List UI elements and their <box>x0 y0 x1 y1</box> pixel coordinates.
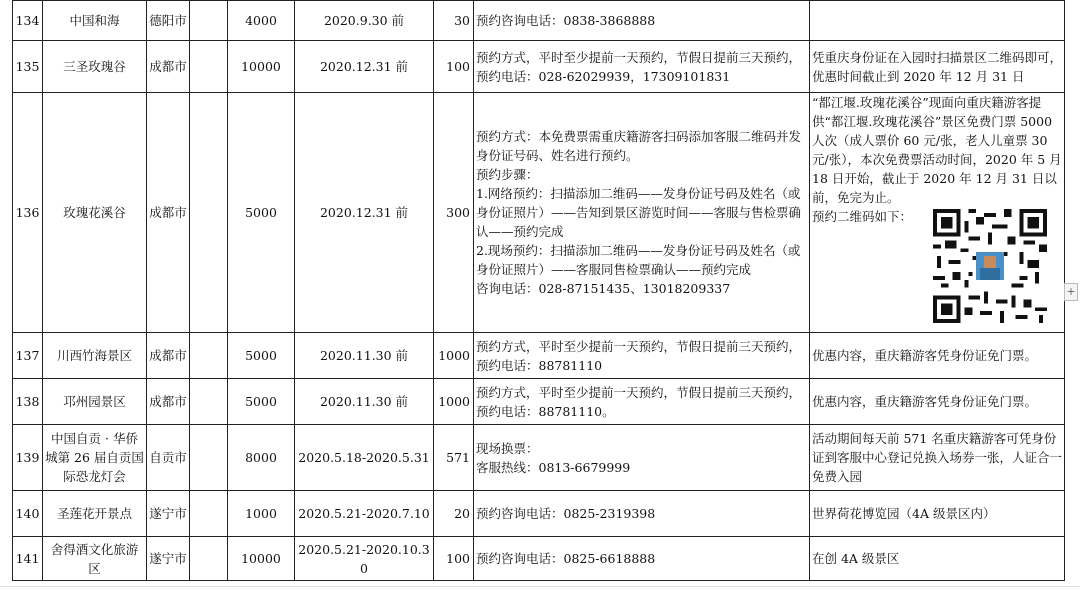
reservation-info: 预约咨询电话：0825-6618888 <box>474 537 810 581</box>
notes: 凭重庆身份证在入园时扫描景区二维码即可，优惠时间截止到 2020 年 12 月 31 日 <box>810 41 1065 93</box>
city: 成都市 <box>147 333 190 379</box>
daily-limit: 100 <box>434 41 474 93</box>
daily-limit: 1000 <box>434 333 474 379</box>
daily-limit: 100 <box>434 537 474 581</box>
valid-period: 2020.12.31 前 <box>295 93 434 333</box>
city: 成都市 <box>147 41 190 93</box>
reservation-line: 客服热线：0813-6679999 <box>476 459 631 475</box>
ticket-quantity: 5000 <box>228 379 295 425</box>
row-number: 136 <box>13 93 43 333</box>
empty-cell <box>190 425 228 491</box>
reservation-info <box>474 425 810 491</box>
ticket-quantity: 10000 <box>228 537 295 581</box>
qr-block <box>812 207 1062 226</box>
table-row <box>13 93 1065 333</box>
reservation-line: 咨询电话：028-87151435、13018209337 <box>476 281 731 296</box>
spot-name: 中国和海 <box>43 1 147 41</box>
row-number: 140 <box>13 491 43 537</box>
ticket-quantity: 1000 <box>228 491 295 537</box>
qr-code-image <box>932 209 1048 323</box>
empty-cell <box>190 333 228 379</box>
daily-limit: 30 <box>434 1 474 41</box>
reservation-line: 1.网络预约：扫描添加二维码——发身份证号码及姓名（或身份证照片）——告知到景区游览时间——客服与售检票确认——预约完成 <box>476 186 802 239</box>
city: 自贡市 <box>147 425 190 491</box>
reservation-line: 预约步骤： <box>476 167 539 182</box>
spot-name: 舍得酒文化旅游区 <box>43 537 147 581</box>
valid-period: 2020.5.21-2020.7.10 <box>295 491 434 537</box>
row-number: 135 <box>13 41 43 93</box>
valid-period: 2020.12.31 前 <box>295 41 434 93</box>
table-row <box>13 379 1065 425</box>
ticket-quantity: 5000 <box>228 93 295 333</box>
spot-name: 三圣玫瑰谷 <box>43 41 147 93</box>
table-row <box>13 425 1065 491</box>
city: 成都市 <box>147 93 190 333</box>
city: 遂宁市 <box>147 491 190 537</box>
city: 德阳市 <box>147 1 190 41</box>
spot-name: 中国自贡 · 华侨城第 26 届自贡国际恐龙灯会 <box>43 425 147 491</box>
expand-button[interactable]: + <box>1064 283 1078 301</box>
row-number: 139 <box>13 425 43 491</box>
document-page <box>12 0 1064 581</box>
table-row <box>13 1 1065 41</box>
reservation-info <box>474 93 810 333</box>
reservation-info: 预约方式，平时至少提前一天预约，节假日提前三天预约，预约电话：88781110 <box>474 333 810 379</box>
empty-cell <box>190 537 228 581</box>
spot-name: 邛州园景区 <box>43 379 147 425</box>
valid-period: 2020.11.30 前 <box>295 379 434 425</box>
row-number: 134 <box>13 1 43 41</box>
empty-cell <box>190 491 228 537</box>
notes-text: “都江堰.玫瑰花溪谷”现面向重庆籍游客提供“都江堰.玫瑰花溪谷”景区免费门票 5000 人次（成人票价 60 元/张，老人儿童票 30 元/张），本次免费票活动时间，2020 年 5 月 18 日开始，截止于 2020 年 12 月 31 日以前，免完为止。 <box>812 95 1062 205</box>
notes: 优惠内容，重庆籍游客凭身份证免门票。 <box>810 333 1065 379</box>
valid-period: 2020.11.30 前 <box>295 333 434 379</box>
spot-name: 川西竹海景区 <box>43 333 147 379</box>
row-number: 141 <box>13 537 43 581</box>
notes <box>810 93 1065 333</box>
ticket-quantity: 8000 <box>228 425 295 491</box>
table-row <box>13 333 1065 379</box>
daily-limit: 20 <box>434 491 474 537</box>
reservation-info: 预约咨询电话：0838-3868888 <box>474 1 810 41</box>
valid-period: 2020.5.18-2020.5.31 <box>295 425 434 491</box>
notes: 在创 4A 级景区 <box>810 537 1065 581</box>
notes: 活动期间每天前 571 名重庆籍游客可凭身份证到客服中心登记兑换入场券一张，人证合一免费入园 <box>810 425 1065 491</box>
daily-limit: 571 <box>434 425 474 491</box>
scenic-spot-table <box>12 0 1065 581</box>
ticket-quantity: 5000 <box>228 333 295 379</box>
reservation-info: 预约咨询电话：0825-2319398 <box>474 491 810 537</box>
notes: 世界荷花博览园（4A 级景区内） <box>810 491 1065 537</box>
row-number: 137 <box>13 333 43 379</box>
spot-name: 圣莲花开景点 <box>43 491 147 537</box>
spot-name: 玫瑰花溪谷 <box>43 93 147 333</box>
city: 遂宁市 <box>147 537 190 581</box>
table-row <box>13 491 1065 537</box>
ticket-quantity: 10000 <box>228 41 295 93</box>
reservation-info: 预约方式，平时至少提前一天预约，节假日提前三天预约，预约电话：88781110。 <box>474 379 810 425</box>
notes: 优惠内容，重庆籍游客凭身份证免门票。 <box>810 379 1065 425</box>
reservation-info: 预约方式，平时至少提前一天预约，节假日提前三天预约，预约电话：028-62029939，17309101831 <box>474 41 810 93</box>
ticket-quantity: 4000 <box>228 1 295 41</box>
empty-cell <box>190 41 228 93</box>
empty-cell <box>190 379 228 425</box>
valid-period: 2020.5.21-2020.10.30 <box>295 537 434 581</box>
empty-cell <box>190 93 228 333</box>
table-row <box>13 41 1065 93</box>
page-divider <box>0 586 1080 587</box>
city: 成都市 <box>147 379 190 425</box>
qr-caption: 预约二维码如下： <box>812 209 913 224</box>
table-row <box>13 537 1065 581</box>
row-number: 138 <box>13 379 43 425</box>
valid-period: 2020.9.30 前 <box>295 1 434 41</box>
notes <box>810 1 1065 41</box>
daily-limit: 300 <box>434 93 474 333</box>
reservation-line: 2.现场预约：扫描添加二维码——发身份证号码及姓名（或身份证照片）——客服同售检票确认——预约完成 <box>476 243 801 277</box>
daily-limit: 1000 <box>434 379 474 425</box>
reservation-line: 预约方式：本免费票需重庆籍游客扫码添加客服二维码并发身份证号码、姓名进行预约。 <box>476 129 802 163</box>
reservation-line: 现场换票： <box>476 440 539 456</box>
empty-cell <box>190 1 228 41</box>
